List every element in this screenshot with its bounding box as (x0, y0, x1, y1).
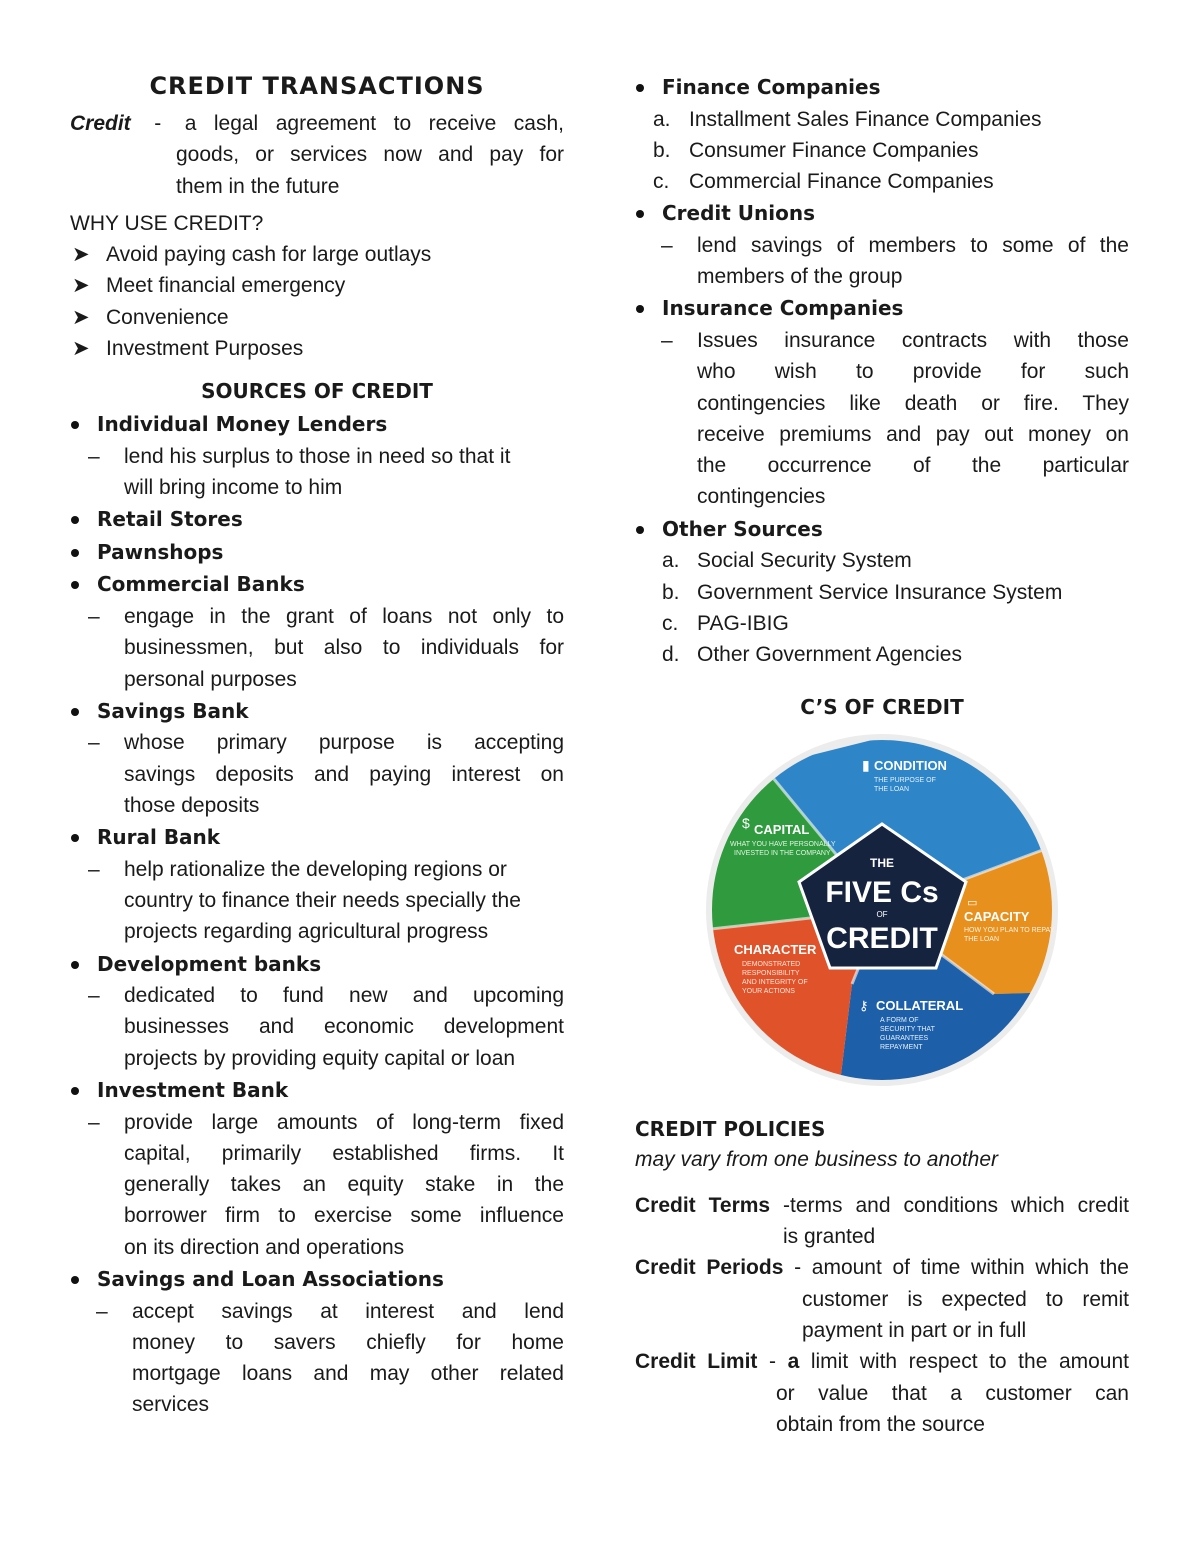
bullet-dot-icon (71, 421, 79, 429)
source-item: Insurance Companies (635, 292, 1129, 325)
list-item: c. Commercial Finance Companies (653, 170, 994, 194)
cs-heading: C’S OF CREDIT (800, 695, 964, 720)
svg-text:AND INTEGRITY OF: AND INTEGRITY OF (742, 979, 808, 987)
credit-definition (70, 108, 564, 202)
policy-credit-terms: Credit Terms -terms and conditions which credit is granted (635, 1193, 1129, 1249)
svg-text:CHARACTER: CHARACTER (734, 942, 817, 958)
bullet-dot-icon (636, 526, 644, 534)
list-item: c. PAG-IBIG (662, 611, 789, 635)
source-description: – help rationalize the developing regions or country to finance their needs specially the projects regarding agricultural progress (88, 857, 521, 944)
definition-term: Credit (70, 112, 131, 135)
list-item: b. Government Service Insurance System (662, 580, 1063, 604)
policy-credit-limit: Credit Limit - a limit with respect to the amount or value that a customer can obtain from the source (635, 1350, 1129, 1436)
source-description: – lend savings of members to some of the members of the group (661, 233, 1129, 289)
wheel-center-main: FIVE Cs (825, 876, 939, 910)
wallet-icon: ▭ (967, 897, 978, 910)
why-item: ➤ Convenience (70, 302, 564, 333)
money-icon: $ (742, 815, 750, 832)
list-item: b. Consumer Finance Companies (653, 138, 979, 162)
wheel-center-top: THE (870, 856, 894, 871)
policy-credit-periods: Credit Periods - amount of time within which the customer is expected to remit payment in part or in full (635, 1256, 1129, 1342)
svg-text:HOW YOU PLAN TO REPAY: HOW YOU PLAN TO REPAY (964, 927, 1055, 935)
bullet-dot-icon (71, 1087, 79, 1095)
svg-text:THE PURPOSE OF: THE PURPOSE OF (874, 777, 936, 785)
svg-text:CONDITION: CONDITION (874, 758, 947, 774)
bullet-dot-icon (71, 549, 79, 557)
source-item: Individual Money Lenders (70, 408, 564, 441)
source-description: – whose primary purpose is accepting savings deposits and paying interest on those deposits (88, 731, 564, 817)
why-item: ➤ Investment Purposes (70, 333, 564, 364)
svg-text:SECURITY THAT: SECURITY THAT (880, 1026, 935, 1034)
source-item: Development banks (70, 948, 564, 981)
source-item: Investment Bank (70, 1074, 564, 1107)
chart-icon: ▮ (862, 757, 870, 774)
list-item: a. Social Security System (662, 549, 912, 573)
why-item: ➤ Meet financial emergency (70, 270, 564, 301)
svg-text:CAPACITY: CAPACITY (964, 909, 1030, 925)
why-heading: WHY USE CREDIT? (70, 211, 264, 235)
list-item: a. Installment Sales Finance Companies (653, 107, 1042, 131)
key-icon: ⚷ (859, 998, 869, 1014)
source-description: – lend his surplus to those in need so that it will bring income to him (88, 444, 511, 500)
right-column (635, 71, 1129, 1440)
source-description: – accept savings at interest and lend money to savers chiefly for home mortgage loans and may other related services (96, 1299, 564, 1417)
definition-line: goods, or services now and pay for (176, 143, 564, 167)
arrow-bullet-icon: ➤ (72, 337, 90, 361)
bullet-dot-icon (636, 305, 644, 313)
arrow-bullet-icon: ➤ (72, 274, 90, 298)
svg-text:RESPONSIBILITY: RESPONSIBILITY (742, 970, 800, 978)
source-item: Other Sources (635, 513, 1129, 546)
source-description: – dedicated to fund new and upcoming businesses and economic development projects by providing equity capital or loan (88, 984, 564, 1070)
source-description: – engage in the grant of loans not only to businessmen, but also to individuals for personal purposes (88, 604, 564, 691)
svg-text:CAPITAL: CAPITAL (754, 822, 810, 838)
svg-text:A FORM OF: A FORM OF (880, 1017, 919, 1025)
bullet-dot-icon (71, 581, 79, 589)
definition-sep: - (154, 112, 162, 135)
definition-line: them in the future (176, 174, 340, 198)
svg-text:THE LOAN: THE LOAN (874, 786, 910, 794)
bullet-dot-icon (71, 834, 79, 842)
policies-subtitle: may vary from one business to another (635, 1148, 999, 1172)
policies-heading: CREDIT POLICIES (635, 1117, 826, 1142)
arrow-bullet-icon: ➤ (72, 305, 90, 329)
source-item: Credit Unions (635, 197, 1129, 230)
wheel-center-of: OF (876, 910, 888, 920)
five-cs-wheel (704, 732, 1060, 1088)
left-column (70, 72, 564, 1421)
source-item: Savings and Loan Associations (70, 1263, 564, 1296)
source-item: Savings Bank (70, 695, 564, 728)
why-item: ➤ Avoid paying cash for large outlays (70, 239, 564, 270)
list-item: d. Other Government Agencies (662, 643, 962, 667)
wheel-center-bottom: CREDIT (826, 922, 938, 956)
svg-text:WHAT YOU HAVE PERSONALLY: WHAT YOU HAVE PERSONALLY (730, 841, 836, 849)
svg-text:GUARANTEES: GUARANTEES (880, 1035, 929, 1043)
source-item: Finance Companies (635, 71, 1129, 104)
svg-text:THE LOAN: THE LOAN (964, 936, 1000, 944)
arrow-bullet-icon: ➤ (72, 243, 90, 267)
bullet-dot-icon (636, 210, 644, 218)
source-description: – provide large amounts of long-term fixed capital, primarily established firms. It generally takes an equity stake in the borrower firm to exercise some influence on its direction and operations (88, 1110, 564, 1259)
svg-text:INVESTED IN THE COMPANY: INVESTED IN THE COMPANY (734, 850, 831, 858)
bullet-dot-icon (636, 84, 644, 92)
svg-text:DEMONSTRATED: DEMONSTRATED (742, 961, 801, 969)
source-item: Commercial Banks (70, 568, 564, 601)
source-item: Rural Bank (70, 821, 564, 854)
svg-text:YOUR ACTIONS: YOUR ACTIONS (742, 988, 795, 996)
definition-line: a legal agreement to receive cash, (184, 112, 564, 135)
bullet-dot-icon (71, 708, 79, 716)
svg-text:REPAYMENT: REPAYMENT (880, 1044, 923, 1052)
page-title: CREDIT TRANSACTIONS (149, 72, 485, 100)
bullet-dot-icon (71, 1276, 79, 1284)
source-item: Retail Stores (70, 503, 564, 536)
bullet-dot-icon (71, 516, 79, 524)
bullet-dot-icon (71, 961, 79, 969)
source-description: – Issues insurance contracts with those who wish to provide for such contingencies like death or fire. They receive premiums and pay out money on the occurrence of the particular contingencies (661, 328, 1129, 509)
svg-text:COLLATERAL: COLLATERAL (876, 998, 964, 1014)
source-item: Pawnshops (70, 536, 564, 569)
sources-heading: SOURCES OF CREDIT (201, 379, 433, 404)
